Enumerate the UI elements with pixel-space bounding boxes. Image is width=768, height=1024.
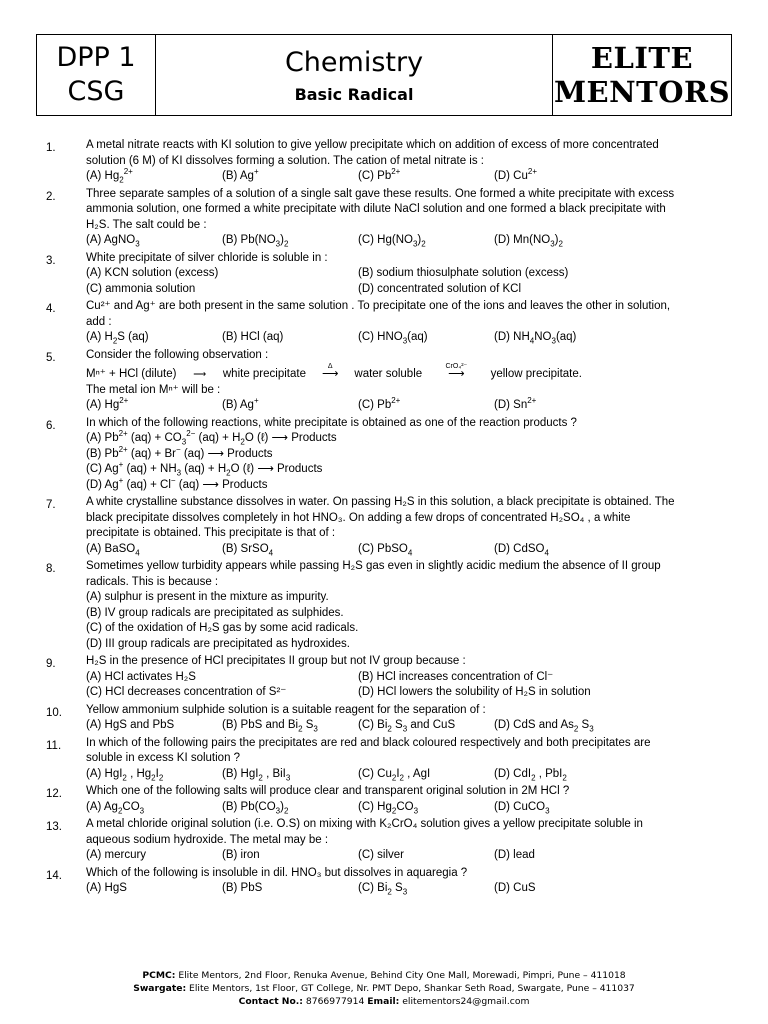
option-b: (B) HCl (aq) — [222, 331, 284, 343]
subject-title: Chemistry — [284, 46, 424, 78]
option-a: (A) $H_2S$ (aq) — [86, 331, 149, 346]
question-list — [46, 138, 686, 899]
option-b: (B) sodium thiosulphate solution (excess) — [358, 267, 569, 279]
options — [86, 330, 686, 346]
option-d: (D) $Sn^{2+}$ — [494, 396, 537, 411]
option-a: (A) KCN solution (excess) — [86, 267, 219, 279]
option-b: (B) Ag+ — [222, 396, 259, 411]
question-text: A white crystalline substance dissolves in water. On passing H₂S in this solution, a black precipitate is obtained. The black precipitate dissolves completely in hot HNO₃. On adding a few drops of concentrated H₂SO₄ , a white precipitate is obtained. This precipitate is that of : — [86, 496, 675, 539]
footer — [0, 969, 768, 1008]
header-box — [36, 34, 732, 116]
footer-swargate-address: Swargate: Elite Mentors, 1st Floor, GT College, Nr. PMT Depo, Shankar Seth Road, Swargate, Pune – 411037 — [133, 983, 635, 994]
options — [86, 670, 686, 686]
option-a: (A) AgNO$_3$ — [86, 234, 140, 249]
question-number: 3. — [46, 254, 56, 267]
option-a: (A) HgS — [86, 882, 127, 894]
option-d: (D) HCl lowers the solubility of H₂S in solution — [358, 686, 591, 698]
question-4 — [46, 299, 686, 346]
question-number: 4. — [46, 303, 56, 315]
option-d: (D) CdI$_2$ , PbI$_2$ — [494, 767, 567, 782]
option-b: (B) SrSO$_4$ — [222, 542, 274, 557]
option-b: (B) Ag+ — [222, 167, 259, 182]
option-c: (C) silver — [358, 849, 404, 861]
option-a: (A) sulphur is present in the mixture as impurity. — [86, 591, 329, 603]
subject-cell — [156, 35, 553, 115]
question-text: White precipitate of silver chloride is soluble in : — [86, 251, 328, 264]
option-d: (D) III group radicals are precipitated as hydroxides. — [86, 637, 350, 650]
question-number: 10. — [46, 706, 62, 719]
question-number: 1. — [46, 142, 56, 154]
question-2 — [46, 187, 686, 249]
option-d: (D) $Cu^{2+}$ — [494, 167, 537, 182]
question-text: Which of the following is insoluble in dil. HNO₃ but dissolves in aquaregia ? — [86, 866, 468, 879]
question-8 — [46, 559, 686, 652]
options — [86, 881, 686, 897]
question-text: Consider the following observation : — [86, 348, 269, 361]
option-d: (D) Ag+ (aq) + Cl− (aq) ⟶ Products — [86, 475, 268, 491]
question-1 — [46, 138, 686, 185]
topic-title: Basic Radical — [294, 84, 414, 104]
options — [86, 398, 686, 414]
question-text: Three separate samples of a solution of a single salt gave these results. One formed a white precipitate with excess ammonia solution, one formed a white precipitate with dilute NaCl solution and one formed a black precipitate with H₂S. The salt could be : — [86, 187, 675, 231]
footer-contact: Contact No.: 8766977914 Email: elitementors24@gmail.com — [238, 996, 530, 1007]
question-5 — [46, 348, 686, 414]
options — [86, 848, 686, 864]
option-d: (D) $Mn(NO_3)_2$ — [494, 234, 563, 249]
option-c: (C) $Cu_2I_2$ , AgI — [358, 767, 431, 782]
option-c: (C) Ag+ $(aq) + NH_3$ $(aq) + H_2O$ (ℓ) ⟶ Products — [86, 460, 323, 478]
options — [86, 282, 686, 298]
question-text: In which of the following pairs the precipitates are red and black coloured respectively and both precipitates are soluble in excess KI solution ? — [86, 736, 651, 764]
option-d: (D) CdS and $As_2$ $S_3$ — [494, 719, 594, 734]
brand-line-2: MENTORS — [553, 75, 731, 109]
question-number: 8. — [46, 563, 56, 575]
options — [86, 233, 686, 249]
dpp-label: DPP 1 — [56, 42, 136, 73]
option-d: (D) lead — [494, 849, 535, 861]
option-c: (C) $HNO_3(aq)$ — [358, 331, 428, 346]
option-c: (C) $Hg_2CO_3$ — [358, 800, 419, 815]
option-a: (A) $Hg_2^{2+}$ — [86, 167, 133, 185]
option-b: (B) HgI$_2$ , BiI$_3$ — [222, 767, 291, 782]
question-number: 9. — [46, 658, 56, 670]
option-c: (C) of the oxidation of H₂S gas by some acid radicals. — [86, 622, 359, 634]
option-b: (B) PbS — [222, 882, 263, 894]
option-d: (D) CuS — [494, 882, 536, 894]
option-c: (C) HCl decreases concentration of S²⁻ — [86, 686, 287, 698]
batch-label: CSG — [67, 76, 125, 107]
question-text: A metal nitrate reacts with KI solution to give yellow precipitate which on addition of excess of more concentrated solution (6 M) of KI dissolves forming a solution. The cation of metal nitrate is : — [86, 139, 659, 167]
question-text: Yellow ammonium sulphide solution is a suitable reagent for the separation of : — [86, 703, 486, 716]
question-number: 6. — [46, 419, 56, 432]
option-c: (C) $Bi_2$ $S_3$ — [358, 882, 408, 897]
option-a: (A) BaSO$_4$ — [86, 542, 140, 557]
option-d: (D) CuCO$_3$ — [494, 800, 550, 815]
question-13 — [46, 817, 686, 864]
option-c: (C) $Hg(NO_3)_2$ — [358, 234, 426, 249]
question-text: Sometimes yellow turbidity appears while passing H₂S gas even in slightly acidic medium the absence of II group radicals. This is because : — [86, 560, 661, 588]
question-text: In which of the following reactions, white precipitate is obtained as one of the reaction products ? — [86, 416, 577, 429]
arrow-label-heat: Δ — [327, 363, 333, 370]
options — [86, 685, 686, 701]
option-a: (A) $Hg^{2+}$ — [86, 396, 129, 411]
option-d: (D) concentrated solution of KCl — [358, 282, 521, 295]
footer-pcmc-address: PCMC: Elite Mentors, 2nd Floor, Renuka Avenue, Behind City One Mall, Morewadi, Pimpri, Pune – 411018 — [142, 970, 626, 981]
question-14 — [46, 866, 686, 897]
question-10 — [46, 703, 686, 734]
question-text: A metal chloride original solution (i.e. O.S) on mixing with K₂CrO₄ solution gives a yellow precipitate soluble in aqueous sodium hydroxide. The metal may be : — [86, 818, 643, 846]
question-text: Cu²⁺ and Ag⁺ are both present in the same solution . To precipitate one of the ions and leaves the other in solution, add : — [86, 300, 671, 328]
options — [86, 718, 686, 734]
option-c: (C) ammonia solution — [86, 282, 196, 295]
question-text: Which one of the following salts will produce clear and transparent original solution in 2M HCl ? — [86, 785, 570, 797]
option-a: (A) HgS and PbS — [86, 719, 175, 731]
options — [86, 542, 686, 558]
question-6 — [46, 416, 686, 494]
option-b: (B) $Pb(CO_3)_2$ — [222, 800, 289, 815]
option-b: (B) $Pb(NO_3)_2$ — [222, 234, 289, 249]
brand-line-1: ELITE — [590, 41, 694, 75]
option-c: (C) $Bi_2$ $S_3$ and CuS — [358, 719, 456, 734]
question-number: 13. — [46, 821, 62, 833]
arrow-label-chromate: CrO₄²⁻ — [445, 363, 468, 370]
option-c: (C) $Pb^{2+}$ — [358, 396, 401, 411]
option-d: (D) $NH_4NO_3(aq)$ — [494, 331, 577, 346]
option-b: (B) iron — [222, 849, 260, 861]
options — [86, 169, 686, 185]
option-a: (A) $Pb^{2+}$ $(aq) + CO_3^{2-}$ $(aq) + H_2O$ (ℓ) ⟶ Products — [86, 429, 337, 447]
question-3 — [46, 251, 686, 298]
question-subtext: The metal ion Mⁿ⁺ will be : — [86, 383, 221, 396]
brand-logo — [553, 35, 731, 115]
option-c: (C) PbSO$_4$ — [358, 542, 413, 557]
option-a: (A) HCl activates H₂S — [86, 670, 196, 683]
question-9 — [46, 654, 686, 701]
question-11 — [46, 736, 686, 783]
options — [86, 767, 686, 783]
option-d: (D) CdSO$_4$ — [494, 542, 549, 557]
option-c: (C) $Pb^{2+}$ — [358, 167, 401, 182]
question-12 — [46, 784, 686, 815]
question-7 — [46, 495, 686, 557]
dpp-cell — [37, 35, 156, 115]
option-a: (A) $Ag_2CO_3$ — [86, 800, 145, 815]
question-number: 11. — [46, 739, 62, 752]
question-text: H₂S in the presence of HCl precipitates II group but not IV group because : — [86, 655, 466, 667]
question-number: 2. — [46, 190, 56, 203]
reaction-equation: Mⁿ⁺ + HCl (dilute) ⟶ white precipitate Δ ⟶ water soluble CrO₄²⁻ ⟶ yellow precipitate. — [86, 367, 686, 383]
question-number: 7. — [46, 499, 56, 511]
option-b: (B) $Pb^{2+}$ (aq) + Br− (aq) ⟶ Products — [86, 444, 273, 460]
option-b: (B) HCl increases concentration of Cl⁻ — [358, 670, 554, 683]
options — [86, 800, 686, 816]
question-number: 12. — [46, 788, 62, 800]
option-b: (B) IV group radicals are precipitated as sulphides. — [86, 606, 344, 619]
option-b: (B) PbS and $Bi_2$ $S_3$ — [222, 719, 318, 734]
question-number: 5. — [46, 351, 56, 364]
option-a: (A) mercury — [86, 849, 147, 861]
options — [86, 266, 686, 282]
option-a: (A) HgI$_2$ , $Hg_2I_2$ — [86, 767, 164, 782]
question-number: 14. — [46, 869, 62, 882]
